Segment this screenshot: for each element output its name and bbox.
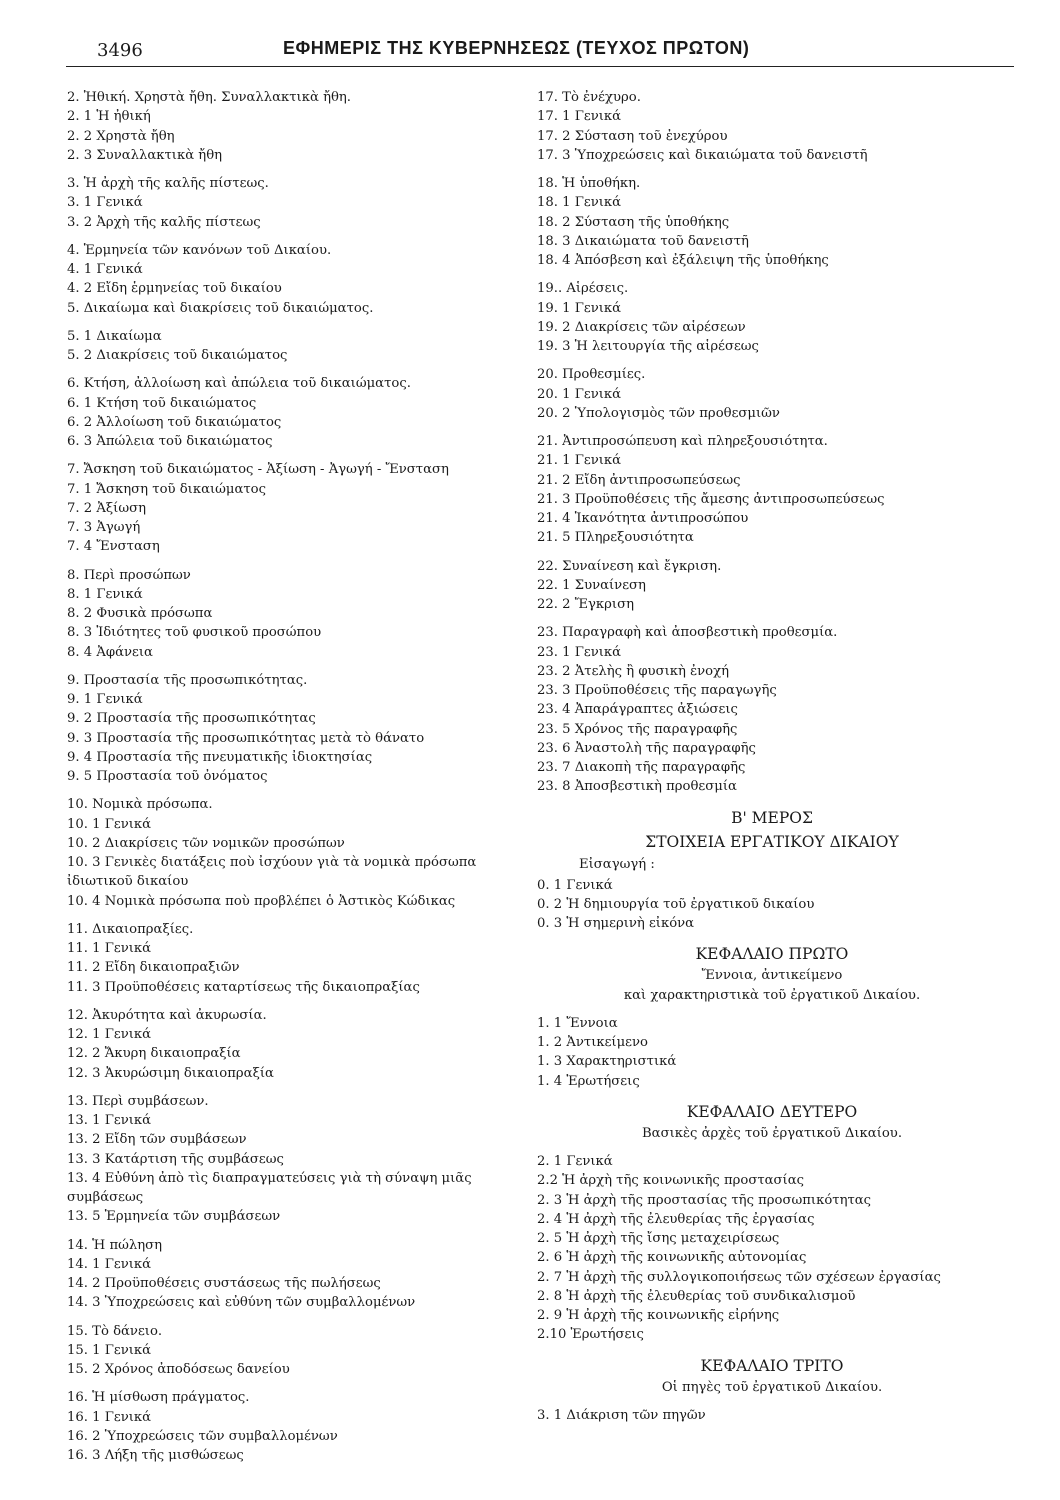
section-gap: [537, 933, 1007, 942]
toc-item: 12. 1 Γενικά: [67, 1027, 152, 1042]
chapter-subtitle: Οἱ πηγὲς τοῦ ἐργατικοῦ Δικαίου.: [661, 1379, 883, 1395]
toc-section: [67, 374, 527, 451]
toc-item: 13. 4 Εὐθύνη ἀπὸ τὶς διαπραγματεύσεις γιὰ τὴ σύναψη μιᾶς συμβάσεως: [67, 1170, 472, 1205]
toc-section-heading: 19.. Αἱρέσεις.: [537, 281, 629, 297]
toc-item: 13. 3 Κατάρτιση τῆς συμβάσεως: [67, 1151, 284, 1167]
right-column: [537, 88, 1007, 1425]
toc-section: [67, 795, 527, 911]
toc-item: 22. 1 Συναίνεση: [537, 577, 646, 593]
toc-item: 13. 2 Εἴδη τῶν συμβάσεων: [67, 1132, 247, 1148]
toc-item: 9. 4 Προστασία τῆς πνευματικῆς ἰδιοκτησίας: [67, 749, 373, 765]
part-title: Β' ΜΕΡΟΣ: [731, 808, 813, 827]
section-gap: [67, 318, 527, 327]
toc-item: 9. 2 Προστασία τῆς προσωπικότητας: [67, 711, 316, 727]
chapter-subtitle: καὶ χαρακτηριστικὰ τοῦ ἐργατικοῦ Δικαίου.: [623, 987, 921, 1003]
section-gap: [67, 1379, 527, 1388]
toc-item: 9. 1 Γενικά: [67, 692, 143, 707]
toc-item: 4. 2 Εἴδη ἑρμηνείας τοῦ δικαίου: [67, 281, 282, 297]
toc-item: 10. 4 Νομικὰ πρόσωπα ποὺ προβλέπει ὁ Ἀστικὸς Κώδικας: [67, 893, 456, 909]
toc-section: [67, 1322, 527, 1380]
section-gap: [67, 232, 527, 241]
section-gap: [67, 557, 527, 566]
toc-section-heading: 2. Ἠθική. Χρηστὰ ἤθη. Συναλλακτικὰ ἤθη.: [67, 90, 352, 105]
toc-item: 9. 5 Προστασία τοῦ ὀνόματος: [67, 769, 268, 784]
toc-item: 18. 4 Ἀπόσβεση καὶ ἐξάλειψη τῆς ὑποθήκης: [537, 253, 829, 268]
toc-item: 2. 2 Χρηστὰ ἤθη: [67, 128, 175, 144]
toc-section-heading: 9. Προστασία τῆς προσωπικότητας.: [67, 672, 308, 688]
toc-section-heading: 18. Ἡ ὑποθήκη.: [537, 176, 641, 191]
toc-section-heading: 7. Ἄσκηση τοῦ δικαιώματος - Ἀξίωση - Ἀγωγή - Ἔνσταση: [67, 462, 449, 478]
toc-item: 7. 3 Ἀγωγή: [67, 520, 141, 535]
toc-item: 23. 1 Γενικά: [537, 644, 622, 660]
toc-item: 23. 6 Ἀναστολὴ τῆς παραγραφῆς: [537, 740, 756, 756]
toc-item: 0. 3 Ἡ σημερινὴ εἰκόνα: [537, 916, 695, 931]
toc-section: [537, 279, 1007, 356]
toc-item: 2. 5 Ἡ ἀρχὴ τῆς ἴσης μεταχειρίσεως: [537, 1231, 780, 1246]
toc-section-heading: 13. Περὶ συμβάσεων.: [67, 1093, 209, 1109]
toc-item: 20. 1 Γενικά: [537, 386, 622, 402]
toc-section: [67, 920, 527, 997]
toc-item: 2. 8 Ἡ ἀρχὴ τῆς ἐλευθερίας τοῦ συνδικαλισμοῦ: [537, 1288, 856, 1304]
toc-section: [67, 88, 527, 165]
toc-item: 5. 2 Διακρίσεις τοῦ δικαιώματος: [67, 348, 288, 363]
toc-section-heading: 4. Ἑρμηνεία τῶν κανόνων τοῦ Δικαίου.: [67, 242, 332, 258]
section-gap: [537, 356, 1007, 365]
toc-section: [67, 1006, 527, 1083]
toc-item: 1. 3 Χαρακτηριστικά: [537, 1054, 677, 1070]
toc-item: 11. 3 Προϋποθέσεις καταρτίσεως τῆς δικαιοπραξίας: [67, 979, 420, 995]
section-gap: [537, 1143, 1007, 1152]
toc-section: [67, 1236, 527, 1313]
part-subtitle: ΣΤΟΙΧΕΙΑ ΕΡΓΑΤΙΚΟΥ ΔΙΚΑΙΟΥ: [645, 832, 899, 851]
toc-item: 0. 2 Ἡ δημιουργία τοῦ ἐργατικοῦ δικαίου: [537, 896, 815, 912]
toc-section-heading: 16. Ἡ μίσθωση πράγματος.: [67, 1390, 250, 1406]
toc-section: [67, 671, 527, 787]
toc-item: 21. 5 Πληρεξουσιότητα: [537, 530, 694, 546]
chapter-title: ΚΕΦΑΛΑΙΟ ΤΡΙΤΟ: [700, 1356, 844, 1375]
toc-item: 16. 3 Λήξη τῆς μισθώσεως: [67, 1448, 244, 1463]
toc-section-heading: 22. Συναίνεση καὶ ἔγκριση.: [537, 558, 722, 574]
section-gap: [537, 165, 1007, 174]
toc-item: 3. 1 Διάκριση τῶν πηγῶν: [537, 1407, 706, 1423]
toc-section: [537, 174, 1007, 270]
toc-item: 19. 2 Διακρίσεις τῶν αἱρέσεων: [537, 319, 746, 335]
section-gap: [537, 548, 1007, 557]
chapter-subtitle: Βασικὲς ἀρχὲς τοῦ ἐργατικοῦ Δικαίου.: [641, 1125, 903, 1141]
section-gap: [67, 1313, 527, 1322]
toc-item: 23. 5 Χρόνος τῆς παραγραφῆς: [537, 721, 738, 737]
section-gap: [537, 1345, 1007, 1354]
toc-item: 1. 4 Ἐρωτήσεις: [537, 1073, 640, 1089]
section-gap: [537, 797, 1007, 806]
toc-section: [67, 460, 527, 556]
section-gap: [67, 662, 527, 671]
toc-item: 7. 4 Ἔνσταση: [67, 539, 160, 555]
toc-section: [537, 88, 1007, 165]
section-gap: [67, 165, 527, 174]
toc-section-heading: 6. Κτήση, ἀλλοίωση καὶ ἀπώλεια τοῦ δικαιώματος.: [67, 376, 411, 392]
toc-section-heading: 10. Νομικὰ πρόσωπα.: [67, 797, 213, 813]
toc-item: 18. 2 Σύσταση τῆς ὑποθήκης: [537, 214, 730, 230]
toc-item: 15. 2 Χρόνος ἀποδόσεως δανείου: [67, 1362, 290, 1377]
toc-section: [537, 365, 1007, 423]
toc-section: [67, 174, 527, 232]
toc-section-heading: 5. 1 Δικαίωμα: [67, 328, 162, 344]
toc-item: 23. 4 Ἀπαράγραπτες ἀξιώσεις: [537, 702, 738, 718]
toc-item: 23. 8 Ἀποσβεστικὴ προθεσμία: [537, 779, 737, 795]
toc-item: 2.10 Ἐρωτήσεις: [537, 1327, 644, 1343]
toc-section: [537, 432, 1007, 548]
toc-item: 10. 2 Διακρίσεις τῶν νομικῶν προσώπων: [67, 835, 345, 851]
toc-item: 11. 2 Εἴδη δικαιοπραξιῶν: [67, 960, 240, 976]
toc-item: 2. 1 Γενικά: [537, 1154, 613, 1169]
toc-item: 2. 3 Ἡ ἀρχὴ τῆς προστασίας τῆς προσωπικότητας: [537, 1192, 872, 1208]
toc-item: 2. 1 Ἡ ἠθική: [67, 109, 151, 125]
toc-item: 1. 2 Ἀντικείμενο: [537, 1035, 648, 1050]
toc-section: [67, 566, 527, 662]
toc-item: 6. 3 Ἀπώλεια τοῦ δικαιώματος: [67, 434, 273, 449]
toc-item: 22. 2 Ἔγκριση: [537, 597, 634, 612]
toc-section-heading: 11. Δικαιοπραξίες.: [67, 921, 194, 937]
toc-item: 12. 3 Ἀκυρώσιμη δικαιοπραξία: [67, 1065, 274, 1081]
section-gap: [67, 997, 527, 1006]
header-rule: [66, 66, 1014, 67]
toc-item: 1. 1 Ἔννοια: [537, 1015, 618, 1031]
left-column: [67, 88, 527, 1465]
section-gap: [67, 1083, 527, 1092]
section-gap: [537, 614, 1007, 623]
toc-item: 2. 4 Ἡ ἀρχὴ τῆς ἐλευθερίας τῆς ἐργασίας: [537, 1211, 815, 1227]
toc-item: 7. 2 Ἀξίωση: [67, 500, 146, 516]
toc-item: 3. 1 Γενικά: [67, 195, 143, 211]
toc-item: 8. 2 Φυσικὰ πρόσωπα: [67, 606, 213, 621]
toc-item: 15. 1 Γενικά: [67, 1342, 152, 1358]
toc-section-heading: 17. Τὸ ἐνέχυρο.: [537, 90, 641, 105]
toc-item: 5. Δικαίωμα καὶ διακρίσεις τοῦ δικαιώματος.: [67, 300, 374, 316]
toc-section-heading: 3. Ἡ ἀρχὴ τῆς καλῆς πίστεως.: [67, 176, 269, 191]
section-gap: [67, 911, 527, 920]
section-gap: [537, 1091, 1007, 1100]
toc-item: 18. 3 Δικαιώματα τοῦ δανειστῆ: [537, 233, 749, 249]
toc-item: 17. 3 Ὑποχρεώσεις καὶ δικαιώματα τοῦ δανειστῆ: [537, 147, 868, 163]
toc-item: 8. 4 Ἀφάνεια: [67, 644, 153, 660]
toc-item: 10. 3 Γενικὲς διατάξεις ποὺ ἰσχύουν γιὰ τὰ νομικὰ πρόσωπα ἰδιωτικοῦ δικαίου: [67, 855, 477, 890]
toc-item: 9. 3 Προστασία τῆς προσωπικότητας μετὰ τὸ θάνατο: [67, 730, 425, 746]
toc-item: 7. 1 Ἄσκηση τοῦ δικαιώματος: [67, 481, 266, 497]
toc-item: 16. 1 Γενικά: [67, 1409, 152, 1425]
toc-item: 2. 6 Ἡ ἀρχὴ τῆς κοινωνικῆς αὐτονομίας: [537, 1250, 807, 1266]
toc-item: 0. 1 Γενικά: [537, 877, 613, 893]
toc-item: 13. 5 Ἑρμηνεία τῶν συμβάσεων: [67, 1209, 281, 1225]
toc-section-heading: 8. Περὶ προσώπων: [67, 567, 191, 583]
section-gap: [67, 365, 527, 374]
toc-item: 14. 1 Γενικά: [67, 1256, 152, 1272]
section-gap: [537, 1397, 1007, 1406]
toc-item: 19. 1 Γενικά: [537, 300, 622, 316]
toc-item: 17. 1 Γενικά: [537, 109, 622, 125]
toc-item: 6. 2 Ἀλλοίωση τοῦ δικαιώματος: [67, 414, 282, 430]
toc-section-heading: 14. Ἡ πώληση: [67, 1237, 163, 1253]
toc-item: 2. 7 Ἡ ἀρχὴ τῆς συλλογικοποιήσεως τῶν σχέσεων ἐργασίας: [537, 1269, 941, 1285]
toc-item: 8. 1 Γενικά: [67, 586, 143, 602]
section-gap: [537, 270, 1007, 279]
toc-item: 2. 9 Ἡ ἀρχὴ τῆς κοινωνικῆς εἰρήνης: [537, 1308, 780, 1323]
toc-item: 6. 1 Κτήση τοῦ δικαιώματος: [67, 395, 257, 411]
toc-item: 2. 3 Συναλλακτικὰ ἤθη: [67, 147, 223, 163]
toc-item: 20. 2 Ὑπολογισμὸς τῶν προθεσμιῶν: [537, 405, 780, 421]
toc-item: 21. 2 Εἴδη ἀντιπροσωπεύσεως: [537, 472, 741, 488]
toc-item: 12. 2 Ἄκυρη δικαιοπραξία: [67, 1046, 241, 1062]
toc-section: [537, 557, 1007, 615]
toc-item: 23. 7 Διακοπὴ τῆς παραγραφῆς: [537, 760, 746, 775]
toc-item: 14. 2 Προϋποθέσεις συστάσεως τῆς πωλήσεως: [67, 1276, 381, 1291]
toc-item: 4. 1 Γενικά: [67, 262, 143, 277]
toc-section-heading: 15. Τὸ δάνειο.: [67, 1323, 163, 1339]
toc-item: 10. 1 Γενικά: [67, 816, 152, 832]
toc-section: [67, 1388, 527, 1465]
toc-item: 21. 4 Ἱκανότητα ἀντιπροσώπου: [537, 511, 749, 526]
toc-item: 19. 3 Ἡ λειτουργία τῆς αἱρέσεως: [537, 339, 759, 354]
page-header: [0, 34, 1060, 70]
section-gap: [67, 451, 527, 460]
toc-item: 21. 3 Προϋποθέσεις τῆς ἄμεσης ἀντιπροσωπεύσεως: [537, 491, 885, 507]
toc-item: 8. 3 Ἰδιότητες τοῦ φυσικοῦ προσώπου: [67, 625, 322, 641]
toc-item: 17. 2 Σύσταση τοῦ ἐνεχύρου: [537, 128, 728, 144]
toc-item: 21. 1 Γενικά: [537, 453, 622, 469]
chapter-subtitle: Ἔννοια, ἀντικείμενο: [701, 968, 843, 984]
toc-item: 11. 1 Γενικά: [67, 941, 152, 956]
chapter-title: ΚΕΦΑΛΑΙΟ ΠΡΩΤΟ: [695, 945, 849, 964]
section-gap: [67, 786, 527, 795]
toc-section-heading: 12. Ἀκυρότητα καὶ ἀκυρωσία.: [67, 1007, 267, 1023]
section-gap: [537, 1005, 1007, 1014]
toc-section-heading: 20. Προθεσμίες.: [537, 367, 646, 383]
chapter-title: ΚΕΦΑΛΑΙΟ ΔΕΥΤΕΡΟ: [686, 1102, 858, 1121]
journal-title: ΕΦΗΜΕΡΙΣ ΤΗΣ ΚΥΒΕΡΝΗΣΕΩΣ (ΤΕΥΧΟΣ ΠΡΩΤΟΝ): [283, 38, 750, 58]
toc-section: [67, 241, 527, 318]
section-gap: [67, 1227, 527, 1236]
section-gap: [537, 423, 1007, 432]
toc-section-heading: 23. Παραγραφὴ καὶ ἀποσβεστικὴ προθεσμία.: [537, 625, 838, 641]
toc-item: 23. 3 Προϋποθέσεις τῆς παραγωγῆς: [537, 683, 777, 698]
toc-section: [537, 623, 1007, 796]
page-number: 3496: [97, 40, 143, 61]
toc-item: 18. 1 Γενικά: [537, 195, 622, 211]
toc-item: 2.2 Ἡ ἀρχὴ τῆς κοινωνικῆς προστασίας: [537, 1173, 805, 1189]
toc-item: 14. 3 Ὑποχρεώσεις καὶ εὐθύνη τῶν συμβαλλομένων: [67, 1295, 416, 1311]
toc-section: [67, 327, 527, 366]
toc-item: 13. 1 Γενικά: [67, 1113, 152, 1128]
intro-label: Εἰσαγωγή :: [579, 856, 655, 872]
toc-item: 23. 2 Ἀτελὴς ἢ φυσικὴ ἐνοχή: [537, 663, 730, 679]
toc-section-heading: 21. Ἀντιπροσώπευση καὶ πληρεξουσιότητα.: [537, 434, 828, 449]
toc-item: 3. 2 Ἀρχὴ τῆς καλῆς πίστεως: [67, 214, 261, 230]
toc-section: [67, 1092, 527, 1227]
toc-item: 16. 2 Ὑποχρεώσεις τῶν συμβαλλομένων: [67, 1428, 338, 1444]
